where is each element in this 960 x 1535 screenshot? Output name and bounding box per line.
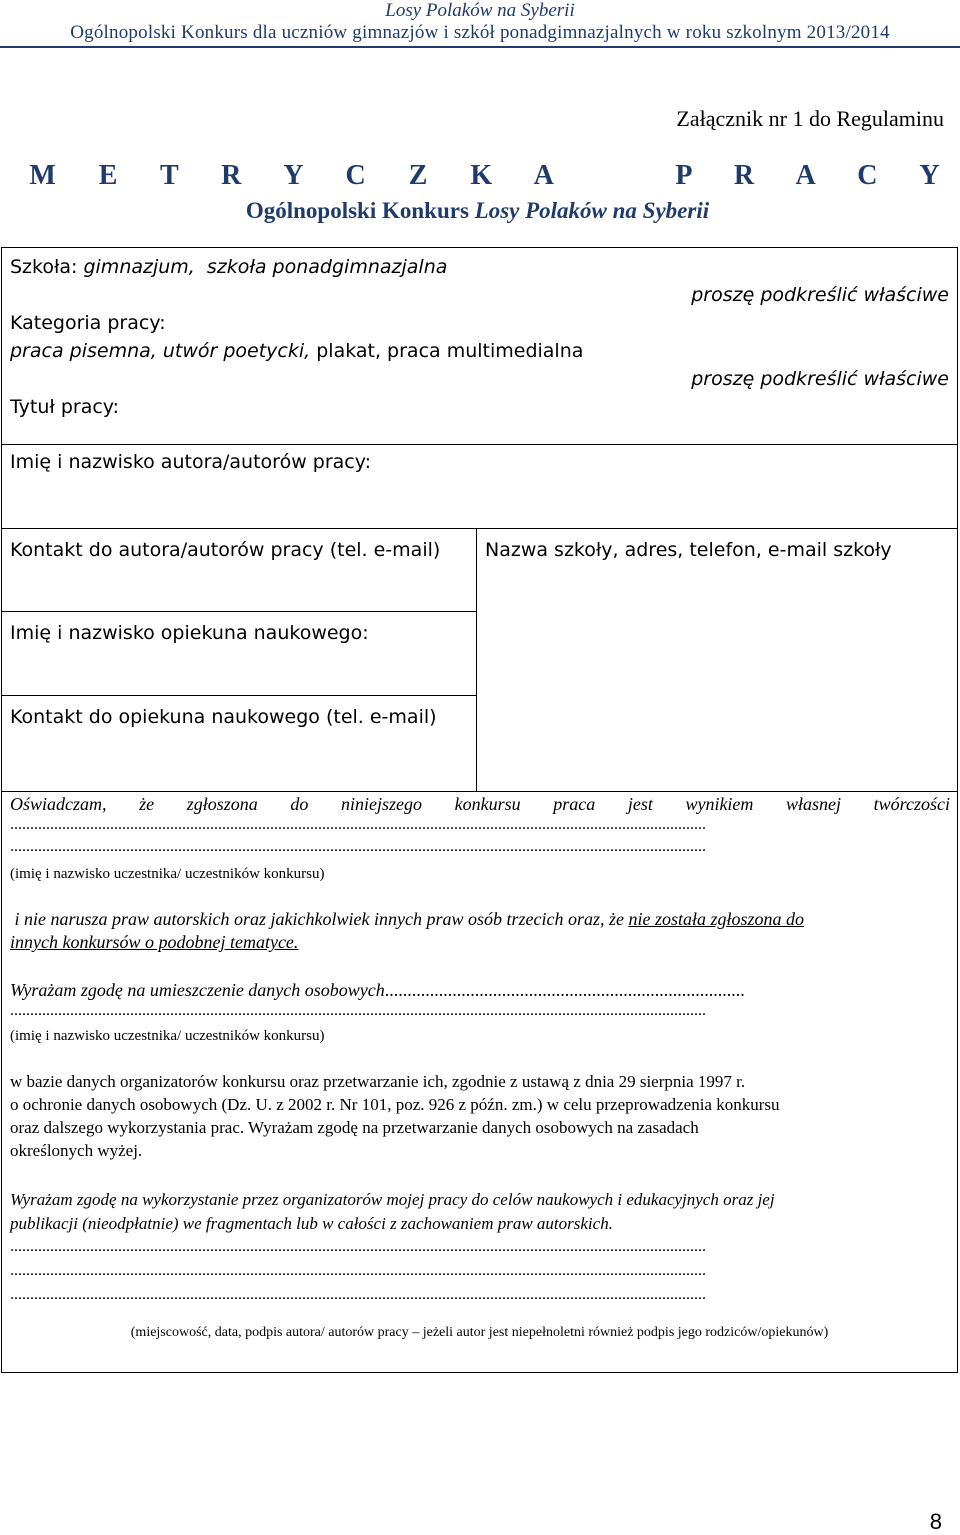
- form-subtitle: Ogólnopolski Konkurs Losy Polaków na Syberii: [245, 198, 710, 223]
- participant-name-line-2[interactable]: ..............................................................................................................................................................................: [10, 838, 706, 855]
- data-processing-statement: w bazie danych organizatorów konkursu oraz przetwarzanie ich, zgodnie z ustawą z dnia 29 sierpnia 1997 r. o ochronie danych osobowych (Dz. U. z 2002 r. Nr 101, poz. 926 z późn. zm.) w celu przeprowadzenia konkursu oraz dalszego wykorzystania prac. Wyrażam zgodę na przetwarzanie danych osobowych na zasadach określonych wyżej.: [10, 1072, 780, 1160]
- author-contact-field[interactable]: [1, 528, 477, 612]
- data-consent-line: Wyrażam zgodę na umieszczenie danych osobowych................................................................................: [10, 980, 745, 1000]
- work-title-label: Tytuł pracy:: [10, 396, 120, 418]
- underline-hint-category: proszę podkreślić właściwe: [691, 368, 949, 390]
- signature-line-1[interactable]: ..............................................................................................................................................................................: [10, 1238, 706, 1255]
- consent-name-line[interactable]: ................................................................................: [384, 980, 745, 1000]
- participant-name-line-1[interactable]: ..............................................................................................................................................................................: [10, 816, 706, 833]
- author-name-label: Imię i nazwisko autora/autorów pracy:: [10, 451, 371, 473]
- author-contact-label: Kontakt do autora/autorów pracy (tel. e-mail): [10, 539, 441, 561]
- supervisor-contact-label: Kontakt do opiekuna naukowego (tel. e-mail): [10, 706, 437, 728]
- usage-consent-statement: Wyrażam zgodę na wykorzystanie przez organizatorów mojej pracy do celów naukowych i edukacyjnych oraz jej publikacji (nieodpłatnie) we fragmentach lub w całości z zachowaniem praw autorskich.: [10, 1190, 775, 1233]
- declaration-statement: Oświadczam, że zgłoszona do niniejszego konkursu praca jest wynikiem własnej twórczości: [10, 794, 950, 814]
- school-field[interactable]: [10, 256, 447, 278]
- signature-line-3[interactable]: ..............................................................................................................................................................................: [10, 1286, 706, 1303]
- supervisor-name-label: Imię i nazwisko opiekuna naukowego:: [10, 622, 369, 644]
- participant-caption: (imię i nazwisko uczestnika/ uczestników konkursu): [10, 866, 325, 882]
- annex-label: Załącznik nr 1 do Regulaminu: [676, 106, 944, 131]
- work-info-section: [1, 247, 958, 445]
- participant-caption-2: (imię i nazwisko uczestnika/ uczestników konkursu): [10, 1028, 325, 1044]
- category-options[interactable]: praca pisemna, utwór poetycki, plakat, praca multimedialna: [10, 340, 584, 362]
- signature-caption: (miejscowość, data, podpis autora/ autorów pracy – jeżeli autor jest niepełnoletni również podpis jego rodziców/opiekunów): [130, 1325, 829, 1340]
- signature-line-2[interactable]: ..............................................................................................................................................................................: [10, 1262, 706, 1279]
- declaration-section: [1, 791, 958, 1373]
- participant-name-line-3[interactable]: ..............................................................................................................................................................................: [10, 1002, 706, 1019]
- copyright-statement: i nie narusza praw autorskich oraz jakichkolwiek innych praw osób trzecich oraz, że nie została zgłoszona do innych konkursów o podobnej tematyce.: [10, 909, 804, 952]
- school-options: gimnazjum, szkoła ponadgimnazjalna: [83, 256, 448, 278]
- underline-hint-school: proszę podkreślić właściwe: [691, 284, 949, 306]
- running-header-title: Losy Polaków na Syberii: [385, 0, 575, 21]
- page-number: 8: [929, 1509, 942, 1534]
- running-header-subtitle: Ogólnopolski Konkurs dla uczniów gimnazjów i szkół ponadgimnazjalnych w roku szkolnym 2013/2014: [70, 22, 890, 43]
- author-name-field[interactable]: [1, 444, 958, 529]
- supervisor-contact-field[interactable]: [1, 695, 477, 792]
- school-info-label: Nazwa szkoły, adres, telefon, e-mail szkoły: [485, 539, 892, 561]
- supervisor-name-field[interactable]: [1, 611, 477, 696]
- header-divider: [0, 46, 960, 48]
- form-title: M E T R Y C Z K A P R A C Y: [29, 160, 943, 191]
- school-label: Szkoła:: [10, 256, 84, 278]
- school-info-field[interactable]: [476, 528, 958, 792]
- category-label: Kategoria pracy:: [10, 312, 166, 334]
